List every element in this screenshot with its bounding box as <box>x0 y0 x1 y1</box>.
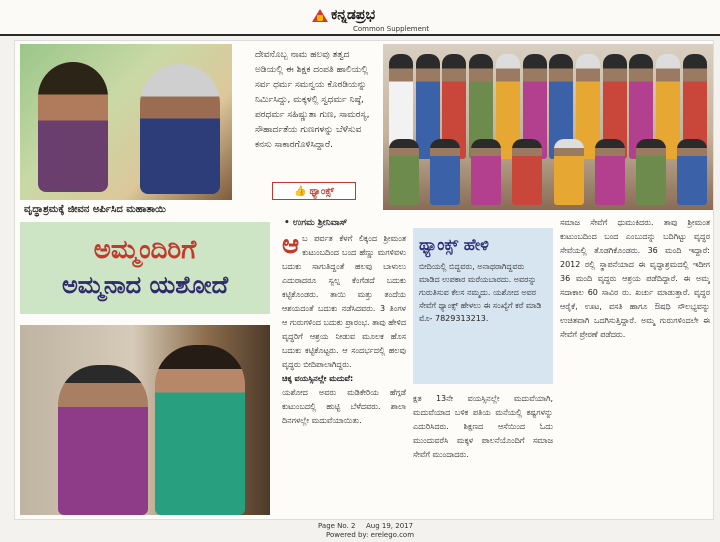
photo-figure <box>554 139 584 205</box>
headline-line-1: ಅಮ್ಮಂದಿರಿಗೆ <box>93 235 197 265</box>
photo-figure <box>140 64 220 194</box>
page-number: Page No. 2 <box>318 522 356 530</box>
article-column-2 <box>413 392 553 516</box>
headline-line-2: ಅಮ್ಮನಾದ ಯಶೋದೆ <box>61 271 229 299</box>
photo-figure <box>430 139 460 205</box>
thanks-box <box>413 228 553 384</box>
photo-figure <box>389 139 419 205</box>
drop-cap: ಆ <box>282 232 300 260</box>
photo-figure <box>595 139 625 205</box>
photo-row-seated <box>389 139 707 205</box>
article-column-1 <box>282 232 406 516</box>
byline: • ಉಗಮ ಶ್ರೀನಿವಾಸ್ <box>284 218 348 228</box>
photo-figure <box>512 139 542 205</box>
photo-figure <box>636 139 666 205</box>
brand-logo-icon <box>312 7 328 23</box>
thumbs-up-icon: 👍 <box>294 185 307 197</box>
headline-block <box>20 222 270 314</box>
supplement-label: Common Supplement <box>353 25 430 33</box>
thanks-title: ಥ್ಯಾಂಕ್ಸ್ ಹೇಳಿ <box>419 235 489 254</box>
masthead <box>0 0 720 36</box>
photo-figure <box>58 365 148 515</box>
article-subhead: ಚಿಕ್ಕ ವಯಸ್ಸಿನಲ್ಲೇ ಮದುವೆ: <box>282 374 354 383</box>
photo-yashoda-with-elder <box>20 44 232 200</box>
article-text: ಬ ಪರ್ವತ ಕೆಳಗೆ ಲಿಕ್ಕಂದ ಶ್ರೀಮಂತ ಕುಟುಂಬದಿಂದ ಬಂದ ಹೆಣ್ಣು ಮಗಳಿವಳು ಬದುಕು ಸಾಗುತಿದ್ದಂತೆ ಹಲವು ಬಾಳುಲು ಎದುರಾದರೂ ಸ್ವಲ್ಪ ಕೆಂಗೆಡದೆ ಬದುಕು ಕಟ್ಟಿಕೊಂಡರು. ತಾಯಿ ಮತ್ತು ತಂದೆಯ ಆಶಯದಂತೆ ಬದುಕು ನಡೆಸಿದವರು. 3 ತಿಂಗಳ ಆ ಗುರುಗಳಿಂದ ಬದುಕು ಪ್ರಾರಂಭ. ತಾವು ಹೇಳಿದ ವೃದ್ಧರಿಗೆ ಆಶ್ರಯ ನೀಡುವ ಮೂಲಕ ಹೊಸ ಬದುಕು ಕಟ್ಟಿಕೊಟ್ಟರು. ಆ ಸಂದರ್ಭದಲ್ಲಿ ಹಲವು ವೃದ್ಧರು ಬೀದಿಪಾಲಾಗಿದ್ದರು. <box>282 234 406 369</box>
thanks-logo-label: ಥ್ಯಾಂಕ್ಸ್ <box>309 185 334 197</box>
article-column-3 <box>560 216 710 516</box>
photo-figure <box>677 139 707 205</box>
photo-group <box>383 44 713 210</box>
page-date: Aug 19, 2017 <box>366 522 414 530</box>
photo-caption: ವೃದ್ಧಾಶ್ರಮಕ್ಕೆ ಜೀವನ ಅರ್ಪಿಸಿದ ಮಹಾತಾಯಿ <box>24 204 166 215</box>
masthead-divider <box>0 34 720 36</box>
article-text: ಕ್ಷತ 13ನೇ ವಯಸ್ಸಿನಲ್ಲೇ ಮದುವೆಯಾಗಿ, ಮದುವೆಯಾದ ಬಳಿಕ ಪತಿಯ ಮನೆಯಲ್ಲಿ ಕಷ್ಟಗಳನ್ನು ಎದುರಿಸಿದರು. ಶಿಕ್ಷಣದ ಆಸೆಯಿಂದ ಓದು ಮುಂದುವರೆಸಿ ಮಕ್ಕಳ ಪಾಲನೆಯೊಂದಿಗೆ ಸಮಾಜ ಸೇವೆಗೆ ಮುಂದಾದರು. <box>413 394 553 459</box>
article-text: ಸಮಾಜ ಸೇವೆಗೆ ಧುಮುಕಿದರು. ತಾವು ಶ್ರೀಮಂತ ಕುಟುಂಬದಿಂದ ಬಂದ ಎಂಬುದನ್ನು ಬದಿಗಿಟ್ಟು ವೃದ್ಧರ ಸೇವೆಯಲ್ಲಿ ತೊಡಗಿಕೊಂಡರು. 36 ಮಂದಿ ಇದ್ದಾರೆ: 2012 ರಲ್ಲಿ ಸ್ಥಾಪನೆಯಾದ ಈ ವೃದ್ಧಾಶ್ರಮದಲ್ಲಿ ಇದೀಗ 36 ಮಂದಿ ವೃದ್ಧರು ಆಶ್ರಯ ಪಡೆದಿದ್ದಾರೆ. ಈ ಅಮ್ಮ ಸದಾಕಾಲ 60 ಸಾವಿರ ರು. ಖರ್ಚು ಮಾಡುತ್ತಾರೆ. ವೃದ್ಧರ ಆರೈಕೆ, ಊಟ, ವಸತಿ ಹಾಗೂ ಔಷಧಿ ಸೌಲಭ್ಯವನ್ನು ಉಚಿತವಾಗಿ ಒದಗಿಸುತ್ತಿದ್ದಾರೆ. ಅಮ್ಮ ಗುರುಗಳಿಂದಲೇ ಈ ಸೇವೆಗೆ ಪ್ರೇರಣೆ ಪಡೆದರು. <box>560 218 710 339</box>
powered-by-link[interactable]: Powered by: erelego.com <box>326 531 415 539</box>
photo-figure <box>155 345 245 515</box>
brand-name: ಕನ್ನಡಪ್ರಭ <box>331 7 376 23</box>
thanks-body: ಬೀದಿಯಲ್ಲಿ ಬಿದ್ದವರು, ಅನಾಥರಾಗಿದ್ದವರು ಮಾಡಿದ ಉಪಕಾರ ಮರೆಯಬಾರದು. ಅವರನ್ನು ಗುರುತಿಸುವ ಕೆಲಸ ನಮ್ಮದು. ಯಶೋದ ಅವರ ಸೇವೆಗೆ ಥ್ಯಾಂಕ್ಸ್ ಹೇಳಲು ಈ ಸಂಖ್ಯೆಗೆ ಕರೆ ಮಾಡಿ ಮೊ- 7829313213. <box>419 262 542 323</box>
article-text: ಯಶೋದ ಅವರು ಮಡಿಕೇರಿಯ ಹೆಗ್ಗಡೆ ಕುಟುಂಬದಲ್ಲಿ ಹುಟ್ಟಿ ಬೆಳೆದವರು. ಶಾಲಾ ದಿನಗಳಲ್ಲೇ ಮದುವೆಯಾಯಿತು. <box>282 388 406 425</box>
newspaper-brand[interactable] <box>312 4 375 26</box>
photo-yashoda-with-resident <box>20 325 270 515</box>
photo-figure <box>38 62 108 192</box>
intro-text: ದೇವನೊಬ್ಬ ನಾಮ ಹಲವು ತತ್ವದ ಅಡಿಯಲ್ಲಿ ಈ ಶಿಕ್ಷಕ ದಂಪತಿ ಹಾಲಿಯಲ್ಲಿ ಸರ್ವ ಧರ್ಮ ಸಮನ್ವಯ ಕೊಠಡಿಯನ್ನು ನಿರ್ಮಿಸಿದ್ದು, ಮಕ್ಕಳಲ್ಲಿ ಸ್ವಧರ್ಮ ನಿಷ್ಠೆ, ಪರಧರ್ಮ ಸಹಿಷ್ಣುತಾ ಗುಣ, ಸಾಮರಸ್ಯ, ಸೌಹಾರ್ದತೆಯ ಗುಣಗಳನ್ನು ಬೆಳೆಸುವ ಕನಸು ಸಾಕಾರಗೊಳಿಸಿದ್ದಾರೆ. <box>255 50 370 150</box>
thanks-logo <box>272 182 356 200</box>
photo-figure <box>471 139 501 205</box>
